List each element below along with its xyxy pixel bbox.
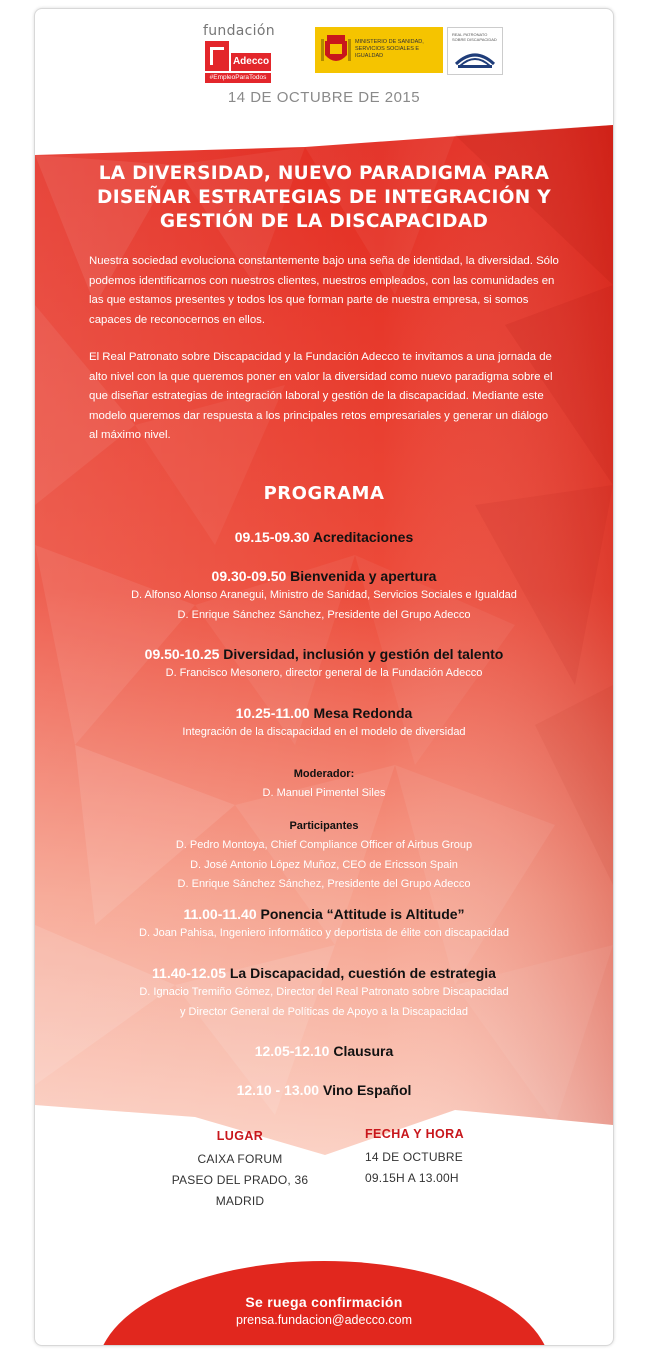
program-item — [35, 904, 613, 944]
speaker-line: D. Ignacio Tremiño Gómez, Director del Real Patronato sobre Discapacidad — [139, 986, 509, 998]
logo-word: fundación — [203, 23, 275, 39]
speaker-line: D. Enrique Sánchez Sánchez, Presidente del Grupo Adecco — [177, 878, 471, 890]
program-item — [35, 963, 613, 1022]
logo-brand: Adecco — [231, 53, 271, 71]
hora-line: 09.15H A 13.00H — [365, 1171, 459, 1185]
program-title: Vino Español — [322, 1082, 412, 1098]
program-time: 12.10 - 13.00 — [236, 1082, 320, 1098]
fundacion-adecco-logo — [203, 23, 273, 83]
program-title: Acreditaciones — [312, 529, 414, 545]
program-item — [35, 1080, 613, 1100]
program-title: Mesa Redonda — [313, 705, 413, 721]
program-item — [35, 566, 613, 625]
event-date: 14 DE OCTUBRE DE 2015 — [227, 89, 421, 106]
program-item — [35, 527, 613, 547]
lugar-line: CAIXA FORUM — [197, 1152, 283, 1166]
moderador-label: Moderador: — [293, 768, 355, 780]
rsvp-label: Se ruega confirmación — [245, 1294, 403, 1310]
headline: LA DIVERSIDAD, NUEVO PARADIGMA PARA DISEÑAR ESTRATEGIAS DE INTEGRACIÓN Y GESTIÓN DE LA DISCAPACIDAD — [97, 163, 551, 232]
session-description: Integración de la discapacidad en el modelo de diversidad — [182, 726, 466, 738]
program-item — [35, 644, 613, 684]
fecha-line: 14 DE OCTUBRE — [365, 1150, 463, 1164]
lugar-line: MADRID — [215, 1194, 265, 1208]
program-time: 11.00-11.40 — [183, 906, 257, 922]
ministerio-name: MINISTERIO DE SANIDAD, SERVICIOS SOCIALES E IGUALDAD — [355, 39, 424, 59]
program-title: Clausura — [333, 1043, 394, 1059]
coat-of-arms-icon — [321, 33, 351, 67]
program-time: 12.05-12.10 — [254, 1043, 330, 1059]
moderador-block — [35, 765, 613, 804]
program-item — [35, 703, 613, 743]
program-time: 09.15-09.30 — [234, 529, 310, 545]
patronato-name: REAL PATRONATO SOBRE DISCAPACIDAD — [452, 32, 497, 42]
invitation-card — [34, 8, 614, 1346]
fecha-hora-title: FECHA Y HORA — [365, 1127, 465, 1141]
intro-paragraph-2: El Real Patronato sobre Discapacidad y la Fundación Adecco te invitamos a una jornada de alto nivel con la que queremos poner en valor la diversidad como nuevo paradigma sobre el que diseñar estrategias de integración laboral y gestión de la discapacidad. Mediante este modelo queremos dar respuesta a los principales retos empresariales y generar un diálogo al máximo nivel. — [89, 351, 553, 441]
lugar-title: LUGAR — [216, 1129, 264, 1143]
speaker-line: D. Joan Pahisa, Ingeniero informático y deportista de élite con discapacidad — [139, 927, 509, 939]
speaker-line: D. Francisco Mesonero, director general de la Fundación Adecco — [165, 667, 483, 679]
program-title: La Discapacidad, cuestión de estrategia — [229, 965, 496, 981]
intro-paragraph-1: Nuestra sociedad evoluciona constantemente bajo una seña de identidad, la diversidad. Sólo podemos identificarnos con nuestros clientes, nuestros empleados, con las comunidades en las que estamos presentes y todos los que forman parte de nuestra empresa, si somos capaces de reconocernos en ellos. — [89, 255, 559, 326]
speaker-line: D. José Antonio López Muñoz, CEO de Ericsson Spain — [190, 858, 458, 871]
speaker-line: D. Alfonso Alonso Aranegui, Ministro de Sanidad, Servicios Sociales e Igualdad — [131, 589, 517, 601]
patronato-emblem-icon — [452, 42, 498, 70]
program-time: 09.50-10.25 — [144, 646, 220, 662]
speaker-line: D. Pedro Montoya, Chief Compliance Officer of Airbus Group — [175, 839, 473, 851]
lugar-line: PASEO DEL PRADO, 36 — [171, 1173, 309, 1187]
program-title: Diversidad, inclusión y gestión del talento — [223, 646, 504, 662]
rsvp-email-link[interactable]: prensa.fundacion@adecco.com — [236, 1313, 412, 1327]
logo-tagline: #EmpleoParaTodos — [205, 73, 271, 83]
program-title: Ponencia “Attitude is Altitude” — [260, 906, 465, 922]
program-item — [35, 1041, 613, 1061]
program-title: Bienvenida y apertura — [290, 568, 437, 584]
program-time: 10.25-11.00 — [235, 705, 310, 721]
adecco-mark-icon — [205, 41, 229, 71]
real-patronato-logo — [447, 27, 503, 75]
speaker-line: D. Manuel Pimentel Siles — [262, 787, 386, 799]
fecha-hora-details — [365, 1147, 463, 1189]
ministerio-logo — [315, 27, 443, 73]
program-time: 09.30-09.50 — [211, 568, 287, 584]
participantes-block — [35, 817, 613, 895]
speaker-line: y Director General de Políticas de Apoyo a la Discapacidad — [180, 1005, 468, 1018]
speaker-line: D. Enrique Sánchez Sánchez, Presidente del Grupo Adecco — [177, 608, 471, 621]
program-time: 11.40-12.05 — [152, 965, 226, 981]
lugar-address — [135, 1149, 345, 1212]
programa-heading: PROGRAMA — [263, 483, 385, 504]
participantes-label: Participantes — [289, 820, 359, 832]
